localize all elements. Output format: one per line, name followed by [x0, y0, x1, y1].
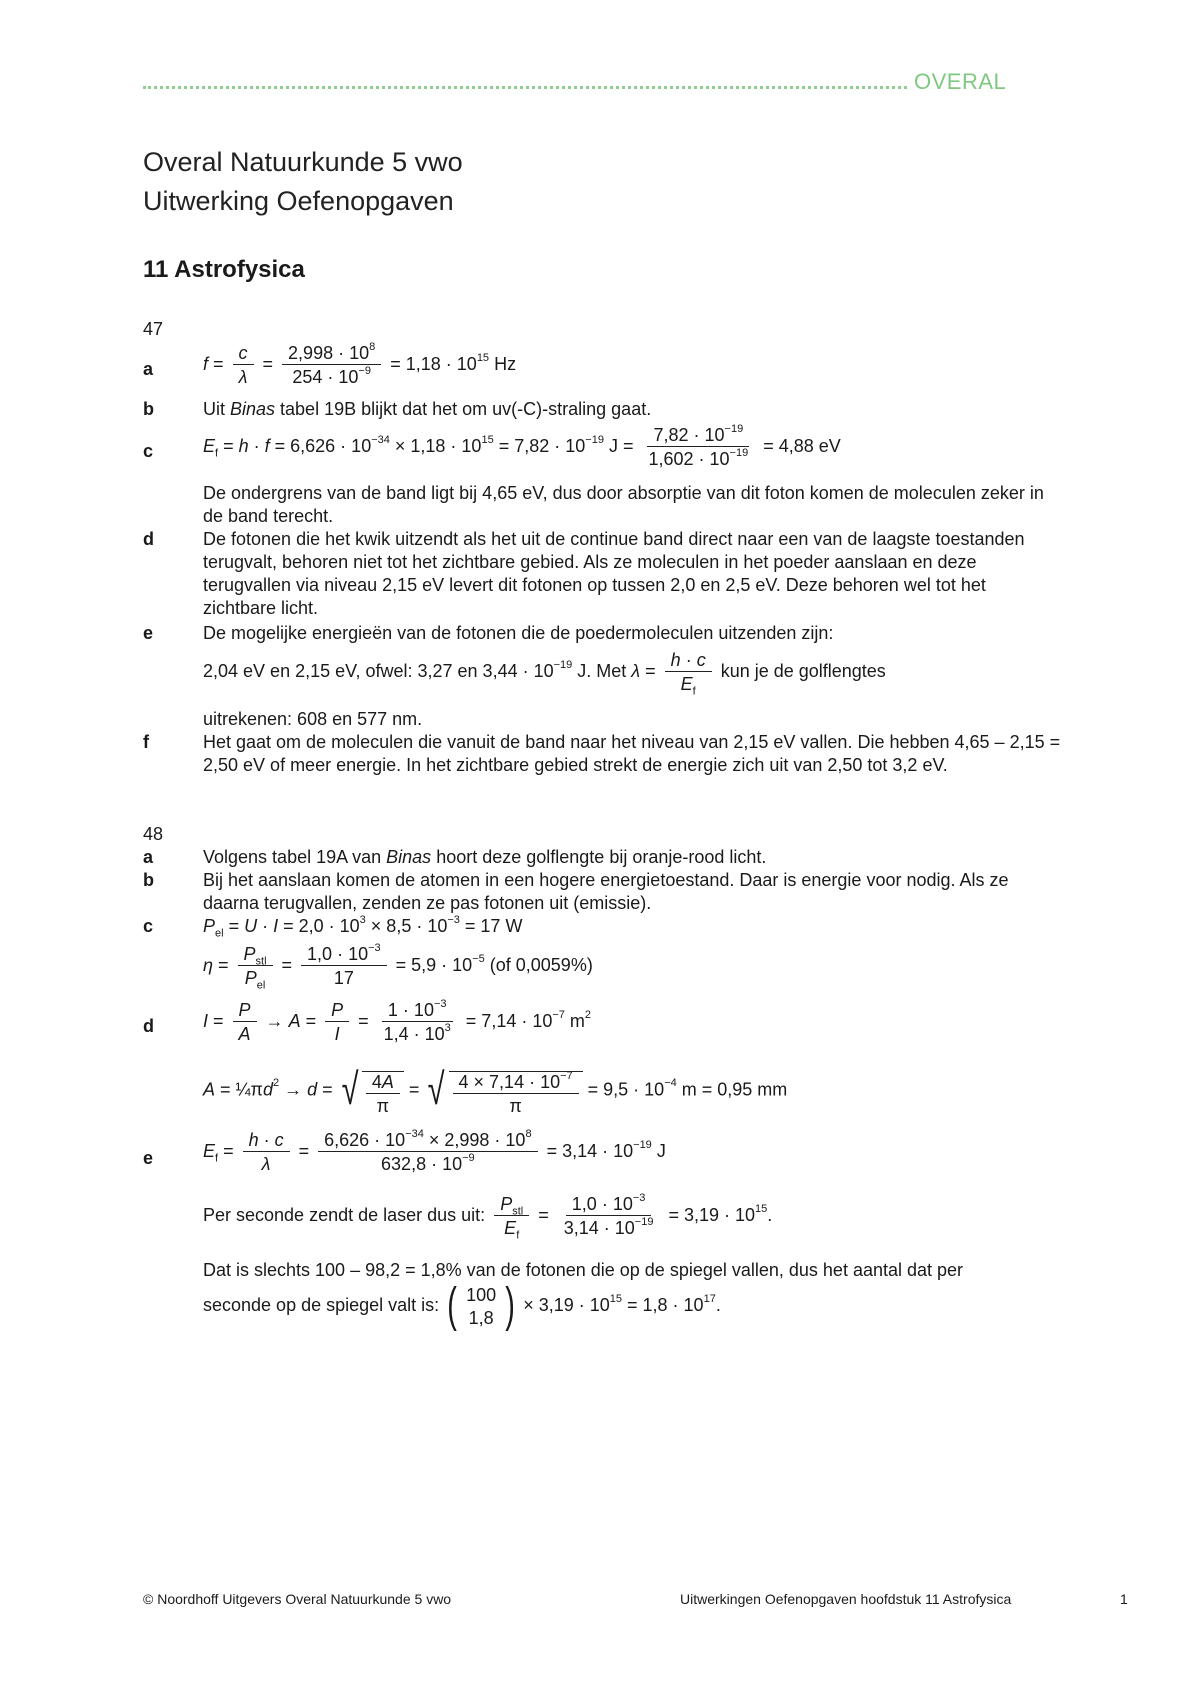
brand-logo: OVERAL: [910, 70, 1006, 93]
q47c-text: De ondergrens van de band ligt bij 4,65 eV, dus door absorptie van dit foton komen de moleculen zeker in de band terecht.: [203, 483, 1044, 526]
page-number: 1: [1120, 1591, 1128, 1607]
q47f-text: Het gaat om de moleculen die vanuit de band naar het niveau van 2,15 eV vallen. Die hebben 4,65 – 2,15 = 2,50 eV of meer energie. In het zichtbare gebied strekt de energie zich uit van 2,50 tot 3,2 eV.: [203, 732, 1061, 775]
q47d-text: De fotonen die het kwik uitzendt als het uit de continue band direct naar een van de laagste toestanden terugvalt, behoren niet tot het zichtbare gebied. Als ze moleculen in het poeder aanslaan en deze terugvallen via niveau 2,15 eV levert dit fotonen op tussen 2,0 en 2,5 eV. Deze behoren wel tot het zichtbare licht.: [203, 529, 1025, 618]
q47b-text: Uit Binas tabel 19B blijkt dat het om uv(-C)-straling gaat.: [203, 399, 652, 419]
header-dotted-rule: [143, 86, 1003, 109]
q48a-text: Volgens tabel 19A van Binas hoort deze golflengte bij oranje-rood licht.: [203, 847, 767, 867]
q48e-equation-1: $E_f$ = $\frac{h \cdot c}{\lambda}$ = $\frac{6,626 \cdot 10^{-34} \times 2,998 \cdot 10^8}{632,8 \cdot 10^{-9}}$ = $3,14 \cdot 10^{-19}$ J: [203, 1128, 666, 1174]
footer-chapter: Uitwerkingen Oefenopgaven hoofdstuk 11 Astrofysica: [680, 1591, 1012, 1607]
question-number-47: 47: [143, 319, 164, 339]
q47e-equation: 2,04 eV en 2,15 eV, ofwel: 3,27 en $3,44 \cdot 10^{-19}$ J. Met λ = $\frac{h \cdot c}{E_f}$ kun je de golflengtes: [203, 650, 886, 698]
q48-label-c: c: [143, 916, 154, 936]
q47-label-d: d: [143, 529, 154, 549]
q48-label-a: a: [143, 847, 154, 867]
q47-label-c: c: [143, 441, 154, 461]
document-title: Overal Natuurkunde 5 vwo: [143, 147, 463, 177]
q48c-equation-2: η = $\frac{P_{stl}}{P_{el}}$ = $\frac{1,0 \cdot 10^{-3}}{17}$ = $5,9 \cdot 10^{-5}$ (of 0,0059%): [203, 942, 593, 992]
q48-label-d: d: [143, 1016, 154, 1036]
q47e-text: De mogelijke energieën van de fotonen die de poedermoleculen uitzenden zijn:: [203, 623, 834, 643]
q48e-equation-2: Per seconde zendt de laser dus uit: $\frac{P_{stl}}{E_f}$ = $\frac{1,0 \cdot 10^{-3}}{3,14 \cdot 10^{-19}}$ = $3,19 \cdot 10^{15}$.: [203, 1192, 773, 1242]
q47-label-e: e: [143, 623, 154, 643]
chapter-heading: 11 Astrofysica: [143, 256, 305, 283]
q47c-equation: $E_f = h \cdot f = 6,626 \cdot 10^{-34} \times 1,18 \cdot 10^{15} = 7,82 \cdot 10^{-19}$ J = $\frac{7,82 \cdot 10^{-19}}{1,602 \cdot 10^{-19}}$ = 4,88 eV: [203, 423, 841, 469]
q48e-text-2: Dat is slechts 100 – 98,2 = 1,8% van de fotonen die op de spiegel vallen, dus het aantal dat per: [203, 1260, 964, 1280]
q47-label-a: a: [143, 359, 154, 379]
q48e-equation-3: seconde op de spiegel valt is: ( 100 1,8 ) × $3,19 \cdot 10^{15} = 1,8 \cdot 10^{17}$.: [203, 1279, 721, 1332]
q48d-equation-2: $A = \frac{1}{4}\pi d^2 \to d$ = √ $\frac{4A}{\pi}$ = √ $\frac{4 \times 7,14 \cdot 10^{-7}}{\pi}$ = $9,5 \cdot 10^{-4}$ m = 0,95 mm: [203, 1065, 788, 1116]
q48-label-e: e: [143, 1148, 154, 1168]
document-subtitle: Uitwerking Oefenopgaven: [143, 186, 454, 216]
q48-label-b: b: [143, 870, 154, 890]
q48c-equation-1: $P_{el} = U \cdot I = 2,0 \cdot 10^3 \times 8,5 \cdot 10^{-3} = 17$ W: [203, 914, 523, 940]
question-number-48: 48: [143, 824, 164, 844]
q47-label-b: b: [143, 399, 154, 419]
q48d-equation-1: I = $\frac{P}{A}$ → A = $\frac{P}{I}$ = $\frac{1 \cdot 10^{-3}}{1,4 \cdot 10^3}$ = $7,14 \cdot 10^{-7}$ $m^2$: [203, 998, 592, 1044]
q47-label-f: f: [143, 732, 149, 752]
q47a-equation: f = $\frac{c}{\lambda}$ = $\frac{2,998 \cdot 10^8}{254 \cdot 10^{-9}}$ = $1,18 \cdot 10^{15}$ Hz: [203, 341, 517, 387]
q47e-text-2: uitrekenen: 608 en 577 nm.: [203, 709, 423, 729]
footer-copyright: © Noordhoff Uitgevers Overal Natuurkunde 5 vwo: [143, 1591, 452, 1607]
q48b-text: Bij het aanslaan komen de atomen in een hogere energietoestand. Daar is energie voor nodig. Als ze daarna terugvallen, zenden ze pas fotonen uit (emissie).: [203, 870, 1009, 913]
